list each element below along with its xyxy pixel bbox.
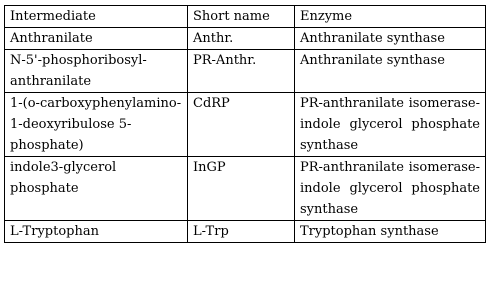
cell-short-name: CdRP xyxy=(188,93,295,157)
cell-enzyme: Anthranilate synthase xyxy=(295,50,486,93)
header-short-name: Short name xyxy=(188,6,295,28)
table-row xyxy=(5,221,486,243)
table-row xyxy=(5,50,486,93)
table-row xyxy=(5,93,486,157)
header-enzyme: Enzyme xyxy=(295,6,486,28)
table-header-row xyxy=(5,6,486,28)
cell-intermediate: 1-(o-carboxyphenylamino-1-deoxyribulose 5-phosphate) xyxy=(5,93,188,157)
intermediates-table xyxy=(4,5,486,243)
cell-enzyme: Anthranilate synthase xyxy=(295,28,486,50)
cell-short-name: Anthr. xyxy=(188,28,295,50)
cell-enzyme: Tryptophan synthase xyxy=(295,221,486,243)
cell-short-name: L-Trp xyxy=(188,221,295,243)
header-intermediate: Intermediate xyxy=(5,6,188,28)
cell-intermediate: indole3-glycerol phosphate xyxy=(5,157,188,221)
cell-enzyme: PR-anthranilate isomerase-indole glycerol phosphate synthase xyxy=(295,93,486,157)
cell-intermediate: N-5'-phosphoribosyl-anthranilate xyxy=(5,50,188,93)
cell-enzyme: PR-anthranilate isomerase-indole glycerol phosphate synthase xyxy=(295,157,486,221)
cell-intermediate: L-Tryptophan xyxy=(5,221,188,243)
cell-intermediate: Anthranilate xyxy=(5,28,188,50)
table-row xyxy=(5,28,486,50)
cell-short-name: PR-Anthr. xyxy=(188,50,295,93)
cell-short-name: InGP xyxy=(188,157,295,221)
table-row xyxy=(5,157,486,221)
